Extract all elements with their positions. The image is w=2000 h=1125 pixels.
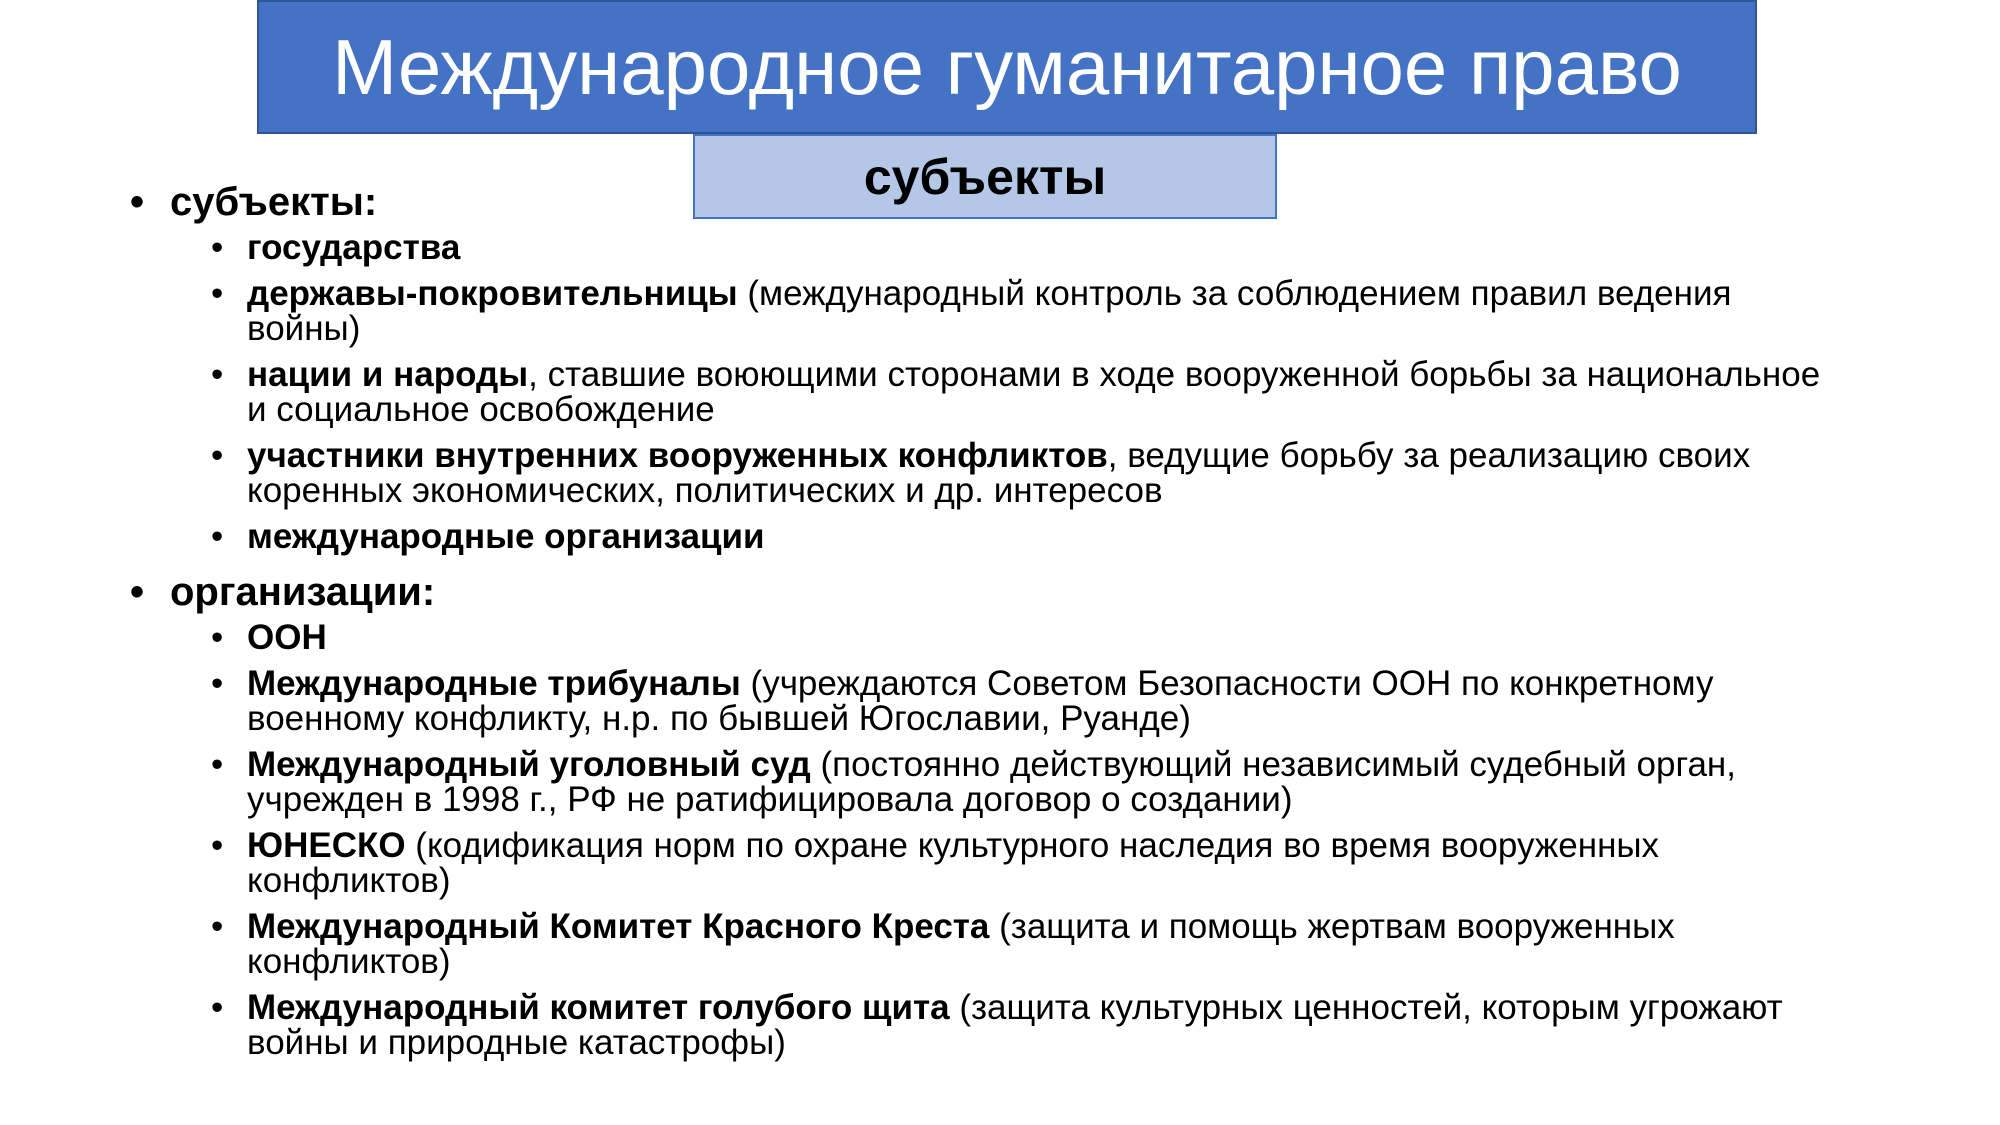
list-item [211, 664, 1830, 738]
item-text: (международный контроль за соблюдением правил ведения войны) [247, 274, 1732, 348]
section-heading-text: субъекты: [170, 180, 378, 224]
bullet-icon: • [130, 570, 145, 614]
bullet-icon: • [211, 988, 224, 1027]
item-text: (защита культурных ценностей, которым угрожают войны и природные катастрофы) [247, 988, 1783, 1062]
section-heading-subjects [130, 176, 1830, 228]
item-text: , ставшие воюющими сторонами в ходе вооруженной борьбы за национальное и социальное освобождение [247, 355, 1821, 429]
item-bold-text: ЮНЕСКО [247, 826, 406, 865]
item-text: (защита и помощь жертвам вооруженных конфликтов) [247, 907, 1675, 981]
slide-title: Международное гуманитарное право [332, 23, 1682, 111]
title-banner [257, 0, 1757, 134]
subjects-list [130, 230, 1830, 554]
item-bold-text: Международные трибуналы [247, 664, 741, 703]
list-item [211, 618, 1830, 657]
list-item [211, 826, 1830, 900]
list-item [211, 355, 1830, 429]
list-item [211, 517, 1830, 556]
item-bold-text: державы-покровительницы [247, 274, 738, 313]
list-item [211, 907, 1830, 981]
list-item [211, 228, 1830, 267]
slide-content [130, 176, 1830, 1071]
bullet-icon: • [211, 355, 224, 394]
item-text: (учреждаются Советом Безопасности ООН по конкретному военному конфликту, н.р. по бывшей Югославии, Руанде) [247, 664, 1714, 738]
bullet-icon: • [211, 745, 224, 784]
bullet-icon: • [211, 274, 224, 313]
bullet-icon: • [211, 826, 224, 865]
section-heading-organizations [130, 566, 1830, 618]
bullet-icon: • [211, 517, 224, 556]
section-heading-text: организации: [170, 570, 436, 614]
bullet-icon: • [211, 907, 224, 946]
item-bold-text: нации и народы [247, 355, 529, 394]
list-item [211, 274, 1830, 348]
item-text: (кодификация норм по охране культурного наследия во время вооруженных конфликтов) [247, 826, 1660, 900]
item-text: , ведущие борьбу за реализацию своих коренных экономических, политических и др. интересов [247, 436, 1751, 510]
organizations-list [130, 620, 1830, 1060]
bullet-icon: • [211, 664, 224, 703]
item-bold-text: участники внутренних вооруженных конфликтов [247, 436, 1108, 475]
list-item [211, 436, 1830, 510]
bullet-icon: • [211, 618, 224, 657]
item-bold-text: международные организации [247, 517, 765, 556]
item-bold-text: государства [247, 228, 461, 267]
subtitle-box-label: субъекты [863, 148, 1107, 205]
item-bold-text: Международный Комитет Красного Креста [247, 907, 990, 946]
bullet-icon: • [211, 228, 224, 267]
bullet-icon: • [211, 436, 224, 475]
list-item [211, 988, 1830, 1062]
item-text: (постоянно действующий независимый судебный орган, учрежден в 1998 г., РФ не ратифицировала договор о создании) [247, 745, 1736, 819]
item-bold-text: Международный уголовный суд [247, 745, 811, 784]
list-item [211, 745, 1830, 819]
item-bold-text: ООН [247, 618, 327, 657]
item-bold-text: Международный комитет голубого щита [247, 988, 950, 1027]
bullet-icon: • [130, 180, 145, 224]
